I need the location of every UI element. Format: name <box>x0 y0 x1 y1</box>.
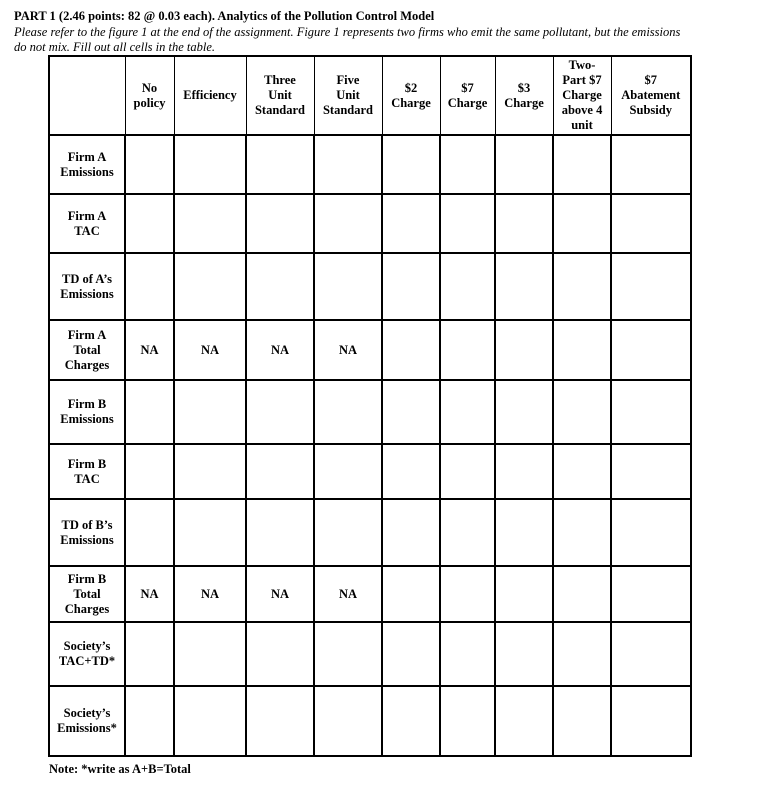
table-cell-blank[interactable] <box>553 499 611 566</box>
row-label-line: TAC <box>74 471 100 486</box>
table-cell-blank[interactable] <box>246 444 314 499</box>
table-cell-blank[interactable] <box>174 194 246 253</box>
table-cell-blank[interactable] <box>314 686 382 756</box>
table-cell-blank[interactable] <box>611 380 691 444</box>
table-cell-blank[interactable] <box>382 320 440 380</box>
table-cell-blank[interactable] <box>246 194 314 253</box>
table-cell-blank[interactable] <box>125 253 174 320</box>
table-cell-blank[interactable] <box>440 380 495 444</box>
table-cell-blank[interactable] <box>553 622 611 686</box>
table-cell-blank[interactable] <box>611 499 691 566</box>
column-header-line: Part $7 <box>562 73 602 87</box>
table-cell-blank[interactable] <box>314 380 382 444</box>
table-cell-blank[interactable] <box>553 566 611 622</box>
table-cell-blank[interactable] <box>611 566 691 622</box>
row-label-line: Emissions <box>60 532 114 547</box>
table-cell-blank[interactable] <box>440 320 495 380</box>
table-cell-blank[interactable] <box>495 622 553 686</box>
row-label <box>49 380 125 444</box>
table-cell-blank[interactable] <box>382 253 440 320</box>
column-header-line: Five <box>336 73 360 87</box>
row-label <box>49 253 125 320</box>
table-cell-blank[interactable] <box>440 566 495 622</box>
row-label-line: Emissions* <box>57 721 117 735</box>
row-label-line: Society’s <box>63 639 111 653</box>
table-cell-blank[interactable] <box>246 253 314 320</box>
table-cell-blank[interactable] <box>611 135 691 194</box>
table-cell-na[interactable]: NA <box>125 320 174 380</box>
column-header-line: Two- <box>568 58 596 72</box>
table-cell-blank[interactable] <box>125 622 174 686</box>
instructions-line-2a: do not mix. <box>14 40 74 54</box>
table-row <box>49 320 691 380</box>
row-label-line: Emissions <box>60 412 114 426</box>
table-cell-blank[interactable] <box>246 686 314 756</box>
table-cell-blank[interactable] <box>611 622 691 686</box>
table-cell-blank[interactable] <box>246 499 314 566</box>
column-header <box>246 56 314 135</box>
row-label-line: TAC+TD* <box>58 654 116 668</box>
row-label-line: TAC <box>74 223 100 238</box>
row-label-line: Total <box>73 586 101 601</box>
instructions-line-1: Please refer to the figure 1 at the end of the assignment. Figure 1 represents two firms who emit the same pollutant, but the emissions <box>14 25 681 39</box>
table-cell-na[interactable]: NA <box>246 566 314 622</box>
table-cell-blank[interactable] <box>314 135 382 194</box>
table-cell-blank[interactable] <box>611 444 691 499</box>
table-cell-blank[interactable] <box>382 686 440 756</box>
row-label-line: Charges <box>64 357 110 372</box>
row-label-line: Charges <box>64 601 110 616</box>
table-row <box>49 380 691 444</box>
table-cell-blank[interactable] <box>611 686 691 756</box>
table-cell-blank[interactable] <box>246 622 314 686</box>
column-header-line: Charge <box>562 88 602 102</box>
table-cell-blank[interactable] <box>382 566 440 622</box>
table-cell-blank[interactable] <box>495 320 553 380</box>
row-label <box>49 135 125 194</box>
table-cell-blank[interactable] <box>440 499 495 566</box>
table-cell-blank[interactable] <box>174 135 246 194</box>
column-header-line: Three <box>264 73 296 87</box>
table-cell-blank[interactable] <box>246 380 314 444</box>
table-cell-blank[interactable] <box>314 499 382 566</box>
table-cell-blank[interactable] <box>440 253 495 320</box>
row-label <box>49 686 125 756</box>
table-cell-blank[interactable] <box>495 253 553 320</box>
row-label-line: Firm B <box>67 571 107 586</box>
table-cell-blank[interactable] <box>174 380 246 444</box>
column-header <box>553 56 611 135</box>
row-label-line: TD of A’s <box>62 271 112 286</box>
page-title: PART 1 (2.46 points: 82 @ 0.03 each). Analytics of the Pollution Control Model <box>14 9 435 23</box>
table-cell-blank[interactable] <box>174 444 246 499</box>
table-row <box>49 686 691 756</box>
column-header-line: Charge <box>391 95 431 110</box>
column-header-line: Abatement <box>621 88 681 102</box>
column-header-line: Unit <box>336 88 360 102</box>
instructions-line-2b: Fill out all cells in the table. <box>73 40 216 54</box>
table-note: Note: *write as A+B=Total <box>49 762 191 776</box>
table-row <box>49 444 691 499</box>
table-cell-blank[interactable] <box>495 194 553 253</box>
table-cell-blank[interactable] <box>495 135 553 194</box>
column-header <box>174 56 246 135</box>
table-cell-na[interactable]: NA <box>174 566 246 622</box>
row-label <box>49 320 125 380</box>
column-header-line: Unit <box>268 88 292 102</box>
row-label-line: Firm A <box>67 149 107 164</box>
column-header-line: $7 <box>644 73 657 87</box>
column-header-line: policy <box>133 95 166 110</box>
row-label <box>49 444 125 499</box>
column-header-line: Charge <box>447 95 488 110</box>
row-label-line: Total <box>73 342 101 357</box>
table-cell-blank[interactable] <box>553 380 611 444</box>
row-label-line: TD of B’s <box>61 517 113 532</box>
table-cell-na[interactable]: NA <box>314 320 382 380</box>
column-header <box>440 56 495 135</box>
table-cell-blank[interactable] <box>382 380 440 444</box>
table-cell-blank[interactable] <box>246 135 314 194</box>
column-header <box>314 56 382 135</box>
table-cell-blank[interactable] <box>125 499 174 566</box>
table-cell-blank[interactable] <box>382 194 440 253</box>
column-header-line: unit <box>571 118 593 132</box>
table-cell-blank[interactable] <box>553 135 611 194</box>
row-label-line: Firm A <box>67 327 107 342</box>
column-header <box>382 56 440 135</box>
table-cell-blank[interactable] <box>553 320 611 380</box>
table-cell-blank[interactable] <box>174 499 246 566</box>
row-label-line: Society’s <box>63 706 111 720</box>
row-label-line: Firm A <box>67 208 107 223</box>
table-cell-blank[interactable] <box>382 499 440 566</box>
table-cell-blank[interactable] <box>440 135 495 194</box>
instructions-line-2 <box>14 40 744 55</box>
column-header-line: Efficiency <box>183 88 237 102</box>
table-cell-blank[interactable] <box>382 135 440 194</box>
table-cell-blank[interactable] <box>440 686 495 756</box>
table-cell-blank[interactable] <box>314 194 382 253</box>
table-cell-na[interactable]: NA <box>174 320 246 380</box>
column-header <box>611 56 691 135</box>
table-row <box>49 566 691 622</box>
table-header-row <box>49 56 691 135</box>
table-cell-blank[interactable] <box>440 622 495 686</box>
row-label-line: Emissions <box>60 286 114 301</box>
column-header-line: No <box>141 80 158 95</box>
table-cell-na[interactable]: NA <box>125 566 174 622</box>
table-cell-blank[interactable] <box>611 253 691 320</box>
table-cell-blank[interactable] <box>382 444 440 499</box>
table-cell-blank[interactable] <box>495 566 553 622</box>
table-cell-blank[interactable] <box>174 622 246 686</box>
table-cell-na[interactable]: NA <box>314 566 382 622</box>
column-header-line: $3 <box>517 80 531 95</box>
column-header-line: Standard <box>254 103 306 117</box>
column-header-line: Charge <box>504 95 544 110</box>
column-header-line: Standard <box>322 103 374 117</box>
row-label-line: Emissions <box>60 164 114 179</box>
table-row <box>49 135 691 194</box>
column-header <box>495 56 553 135</box>
row-label <box>49 622 125 686</box>
table-cell-blank[interactable] <box>495 686 553 756</box>
table-cell-blank[interactable] <box>553 253 611 320</box>
table-cell-na[interactable]: NA <box>246 320 314 380</box>
table-cell-blank[interactable] <box>125 194 174 253</box>
table-cell-blank[interactable] <box>174 686 246 756</box>
row-label <box>49 194 125 253</box>
column-header-line: $7 <box>461 80 474 95</box>
table-cell-blank[interactable] <box>440 194 495 253</box>
table-cell-blank[interactable] <box>553 194 611 253</box>
table-row <box>49 194 691 253</box>
table-cell-blank[interactable] <box>553 444 611 499</box>
column-header-line: above 4 <box>561 103 603 117</box>
row-label-line: Firm B <box>67 397 107 411</box>
column-header <box>125 56 174 135</box>
table-cell-blank[interactable] <box>174 253 246 320</box>
row-label <box>49 566 125 622</box>
column-header-line: Subsidy <box>629 103 672 117</box>
analytics-table <box>48 55 692 757</box>
table-cell-blank[interactable] <box>495 444 553 499</box>
table-cell-blank[interactable] <box>125 444 174 499</box>
row-label <box>49 499 125 566</box>
table-row <box>49 499 691 566</box>
table-cell-blank[interactable] <box>314 253 382 320</box>
table-cell-blank[interactable] <box>440 444 495 499</box>
table-cell-blank[interactable] <box>611 320 691 380</box>
table-cell-blank[interactable] <box>314 622 382 686</box>
column-header-line: $2 <box>404 80 418 95</box>
instructions <box>14 25 744 55</box>
table-cell-blank[interactable] <box>495 499 553 566</box>
header-corner <box>49 56 125 135</box>
table-cell-blank[interactable] <box>611 194 691 253</box>
row-label-line: Firm B <box>67 456 107 471</box>
table-cell-blank[interactable] <box>382 622 440 686</box>
table-cell-blank[interactable] <box>314 444 382 499</box>
table-row <box>49 622 691 686</box>
table-cell-blank[interactable] <box>125 380 174 444</box>
table-cell-blank[interactable] <box>125 135 174 194</box>
table-cell-blank[interactable] <box>495 380 553 444</box>
table-row <box>49 253 691 320</box>
table-cell-blank[interactable] <box>553 686 611 756</box>
table-cell-blank[interactable] <box>125 686 174 756</box>
